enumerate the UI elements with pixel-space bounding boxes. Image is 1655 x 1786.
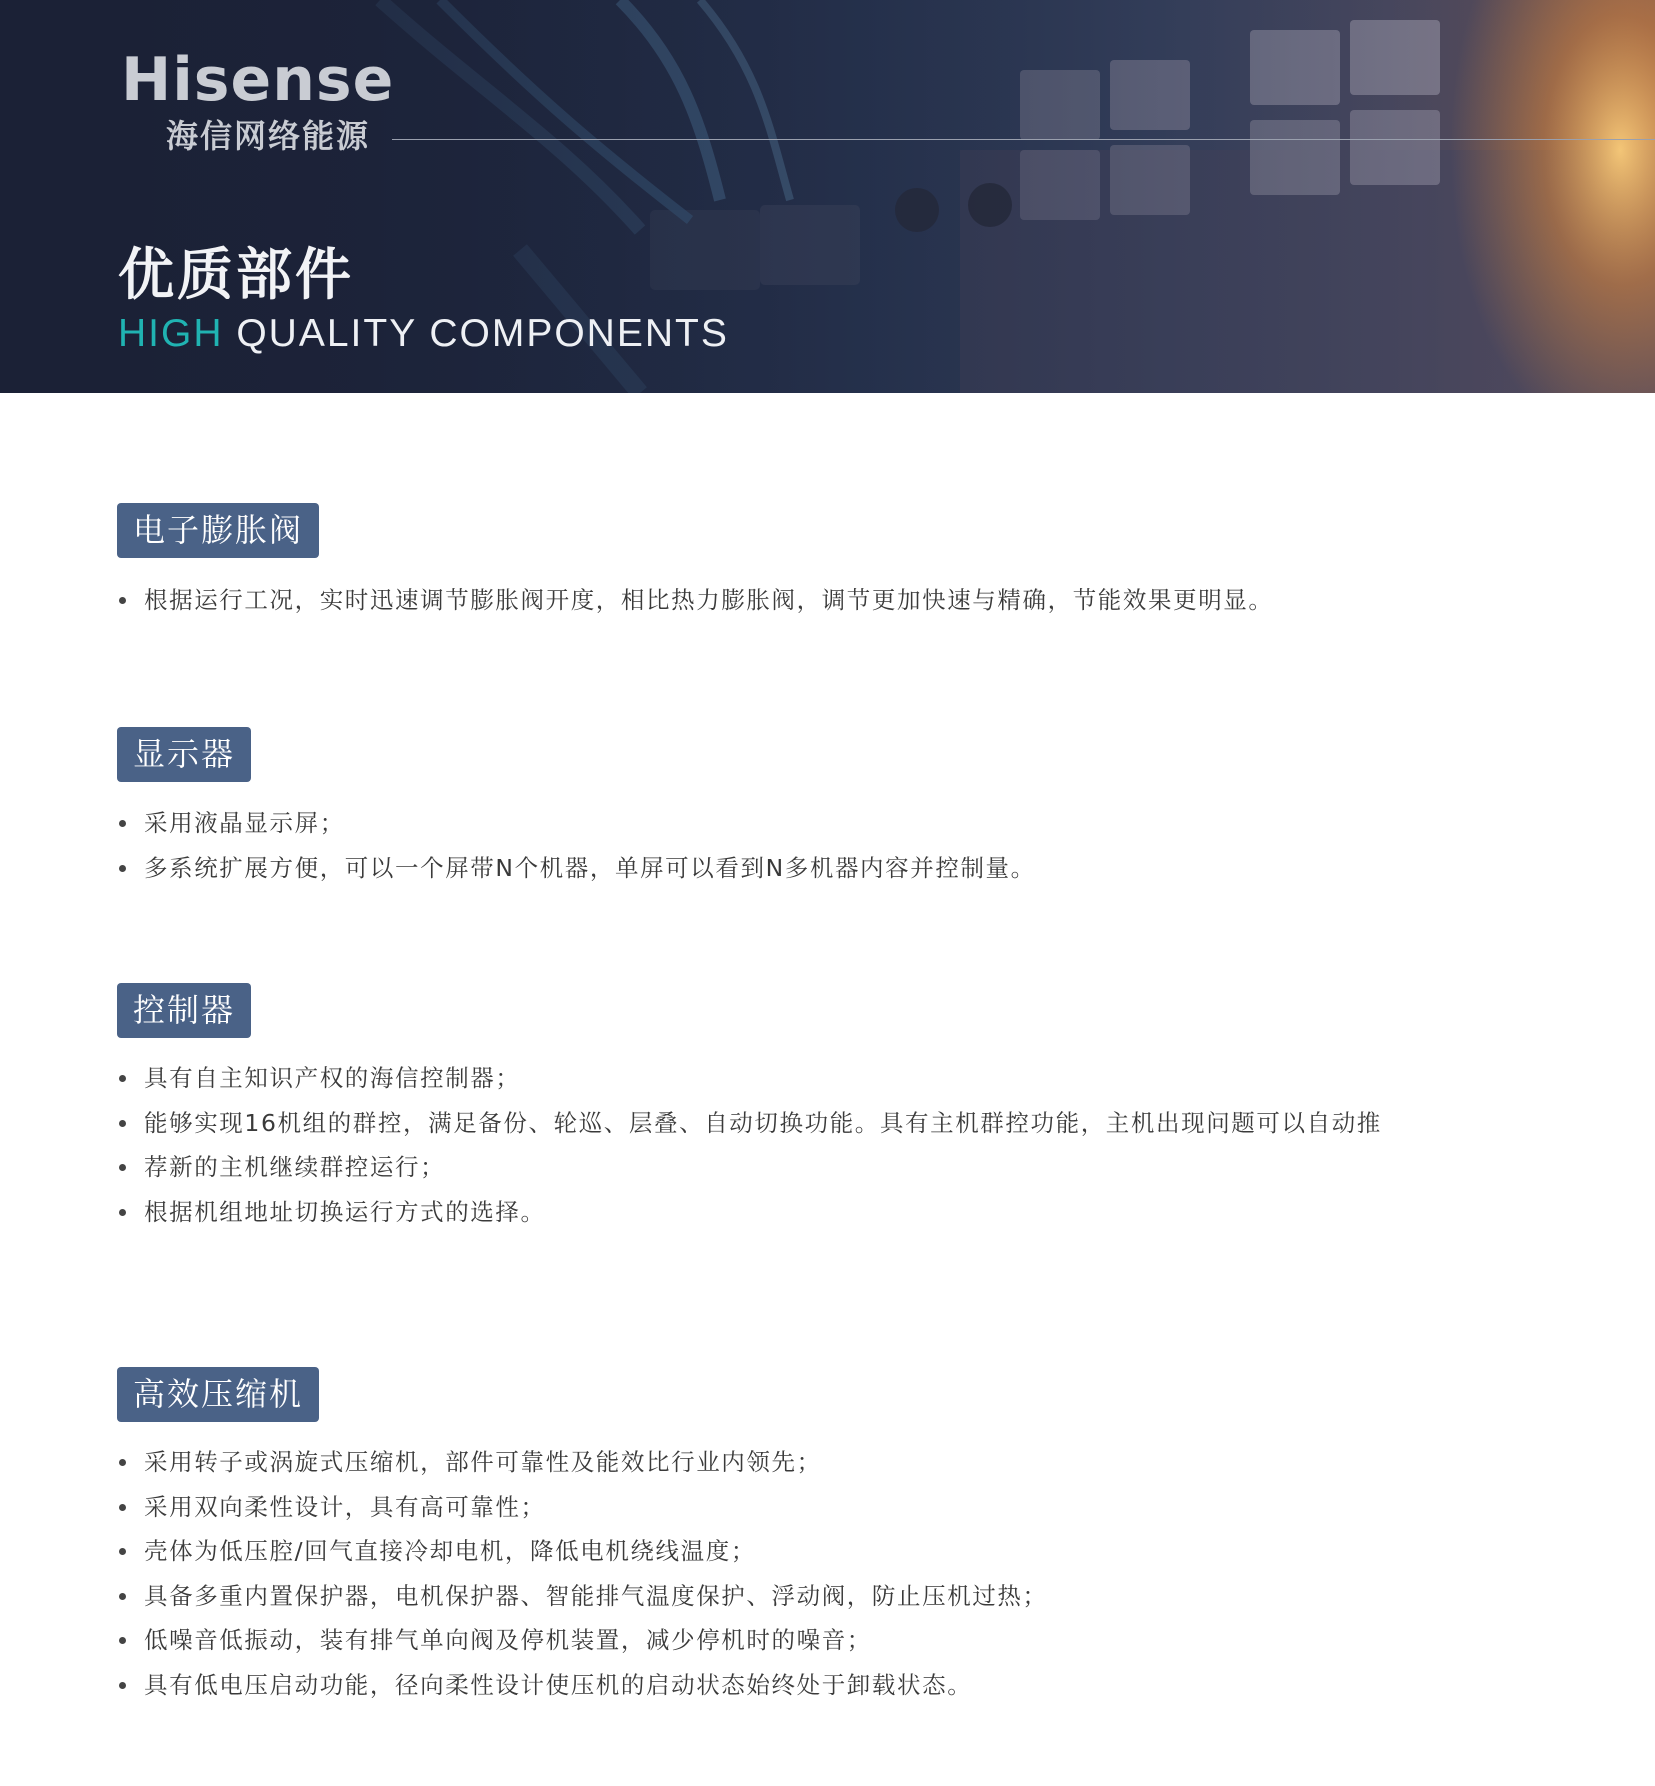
bullet-icon	[119, 1593, 126, 1600]
brand-subtitle: 海信网络能源	[166, 117, 371, 155]
bullet-icon	[119, 865, 126, 872]
list-item-text: 采用液晶显示屏；	[144, 809, 345, 837]
list-item-text: 低噪音低振动，装有排气单向阀及停机装置，减少停机时的噪音；	[144, 1626, 872, 1654]
list-item	[117, 1145, 1577, 1190]
bullet-icon	[119, 1164, 126, 1171]
list-item-text: 采用转子或涡旋式压缩机，部件可靠性及能效比行业内领先；	[144, 1448, 822, 1476]
page-title: 优质部件	[118, 243, 354, 308]
list-item-text: 根据机组地址切换运行方式的选择。	[144, 1197, 546, 1226]
list-item-text: 采用双向柔性设计，具有高可靠性；	[144, 1492, 546, 1521]
bullet-icon	[119, 820, 126, 827]
list-item-text: 根据运行工况，实时迅速调节膨胀阀开度，相比热力膨胀阀，调节更加快速与精确，节能效果更明显。	[144, 586, 1274, 614]
section-list-electronic-expansion-valve	[117, 578, 1577, 623]
list-item	[117, 1101, 1577, 1146]
list-item-text: 具备多重内置保护器，电机保护器、智能排气温度保护、浮动阀，防止压机过热；	[144, 1581, 1048, 1610]
header-banner	[0, 0, 1655, 393]
section-heading-display: 显示器	[117, 727, 251, 782]
list-item	[117, 578, 1577, 623]
section-heading-controller: 控制器	[117, 983, 251, 1038]
subtitle-rest: QUALITY COMPONENTS	[223, 312, 729, 355]
list-item-text: 多系统扩展方便，可以一个屏带N个机器，单屏可以看到N多机器内容并控制量。	[144, 853, 1036, 882]
list-item-text: 具有自主知识产权的海信控制器；	[144, 1064, 521, 1092]
list-item	[117, 1440, 1577, 1485]
bullet-icon	[119, 1120, 126, 1127]
list-item	[117, 1529, 1577, 1574]
bullet-icon	[119, 1504, 126, 1511]
brand-logo: Hisense	[121, 45, 395, 115]
list-item	[117, 1190, 1577, 1235]
bullet-icon	[119, 1075, 126, 1082]
list-item	[117, 1485, 1577, 1530]
list-item-text: 能够实现16机组的群控，满足备份、轮巡、层叠、自动切换功能。具有主机群控功能，主机出现问题可以自动推	[144, 1108, 1382, 1137]
list-item	[117, 1618, 1577, 1663]
list-item	[117, 1663, 1577, 1708]
list-item-text: 荐新的主机继续群控运行；	[144, 1153, 446, 1181]
list-item	[117, 801, 1577, 846]
bullet-icon	[119, 1459, 126, 1466]
bullet-icon	[119, 1209, 126, 1216]
subtitle-accent: HIGH	[118, 312, 224, 355]
section-list-display	[117, 801, 1577, 890]
list-item	[117, 1574, 1577, 1619]
bullet-icon	[119, 1682, 126, 1689]
list-item-text: 具有低电压启动功能，径向柔性设计使压机的启动状态始终处于卸载状态。	[144, 1670, 973, 1699]
page-subtitle	[118, 314, 729, 353]
list-item	[117, 846, 1577, 891]
header-divider	[392, 139, 1655, 140]
section-list-controller	[117, 1056, 1577, 1234]
list-item-text: 壳体为低压腔/回气直接冷却电机，降低电机绕线温度；	[144, 1537, 756, 1565]
bullet-icon	[119, 597, 126, 604]
section-list-high-efficiency-compressor	[117, 1440, 1577, 1707]
section-heading-electronic-expansion-valve: 电子膨胀阀	[117, 503, 319, 558]
section-heading-high-efficiency-compressor: 高效压缩机	[117, 1367, 319, 1422]
bullet-icon	[119, 1637, 126, 1644]
list-item	[117, 1056, 1577, 1101]
bullet-icon	[119, 1548, 126, 1555]
